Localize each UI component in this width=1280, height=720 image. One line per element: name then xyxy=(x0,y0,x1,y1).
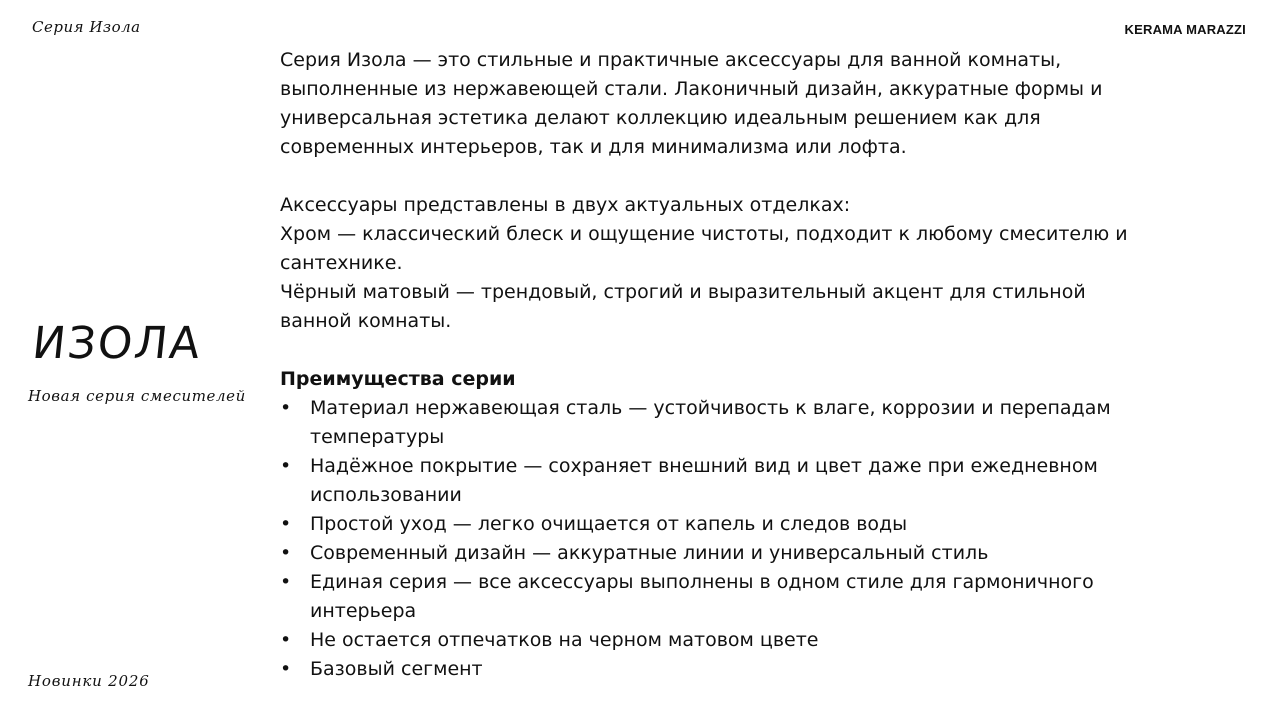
intro-paragraph: Серия Изола — это стильные и практичные аксессуары для ванной комнаты, выполненные из нержавеющей стали. Лаконичный дизайн, аккуратные формы и универсальная эстетика делают коллекцию идеальным решением как для современных интерьеров, так и для минимализма или лофта. xyxy=(280,49,1103,158)
list-item: • Надёжное покрытие — сохраняет внешний вид и цвет даже при ежедневном использовании xyxy=(280,452,1130,510)
paragraph-spacer xyxy=(280,336,1130,365)
list-item: • Не остается отпечатков на черном матовом цвете xyxy=(280,626,1130,655)
advantages-heading: Преимущества серии xyxy=(280,368,516,390)
list-item: • Материал нержавеющая сталь — устойчивость к влаге, коррозии и перепадам температуры xyxy=(280,394,1130,452)
finish-chrome: Хром — классический блеск и ощущение чистоты, подходит к любому смесителю и сантехнике. xyxy=(280,223,1128,274)
main-content xyxy=(280,46,1130,684)
list-item: • Единая серия — все аксессуары выполнены в одном стиле для гармоничного интерьера xyxy=(280,568,1130,626)
list-item: • Базовый сегмент xyxy=(280,655,1130,684)
page-subtitle: Новая серия смесителей xyxy=(28,387,246,405)
series-label: Серия Изола xyxy=(32,18,141,36)
brand-logo-text: KERAMA MARAZZI xyxy=(1124,22,1246,37)
footer-note: Новинки 2026 xyxy=(28,672,150,690)
page-title: ИЗОЛА xyxy=(30,318,205,369)
list-item: • Простой уход — легко очищается от капель и следов воды xyxy=(280,510,1130,539)
advantages-list xyxy=(280,394,1130,684)
finishes-intro: Аксессуары представлены в двух актуальных отделках: xyxy=(280,194,851,216)
list-item: • Современный дизайн — аккуратные линии и универсальный стиль xyxy=(280,539,1130,568)
finish-black-matte: Чёрный матовый — трендовый, строгий и выразительный акцент для стильной ванной комнаты. xyxy=(280,281,1086,332)
paragraph-spacer xyxy=(280,162,1130,191)
